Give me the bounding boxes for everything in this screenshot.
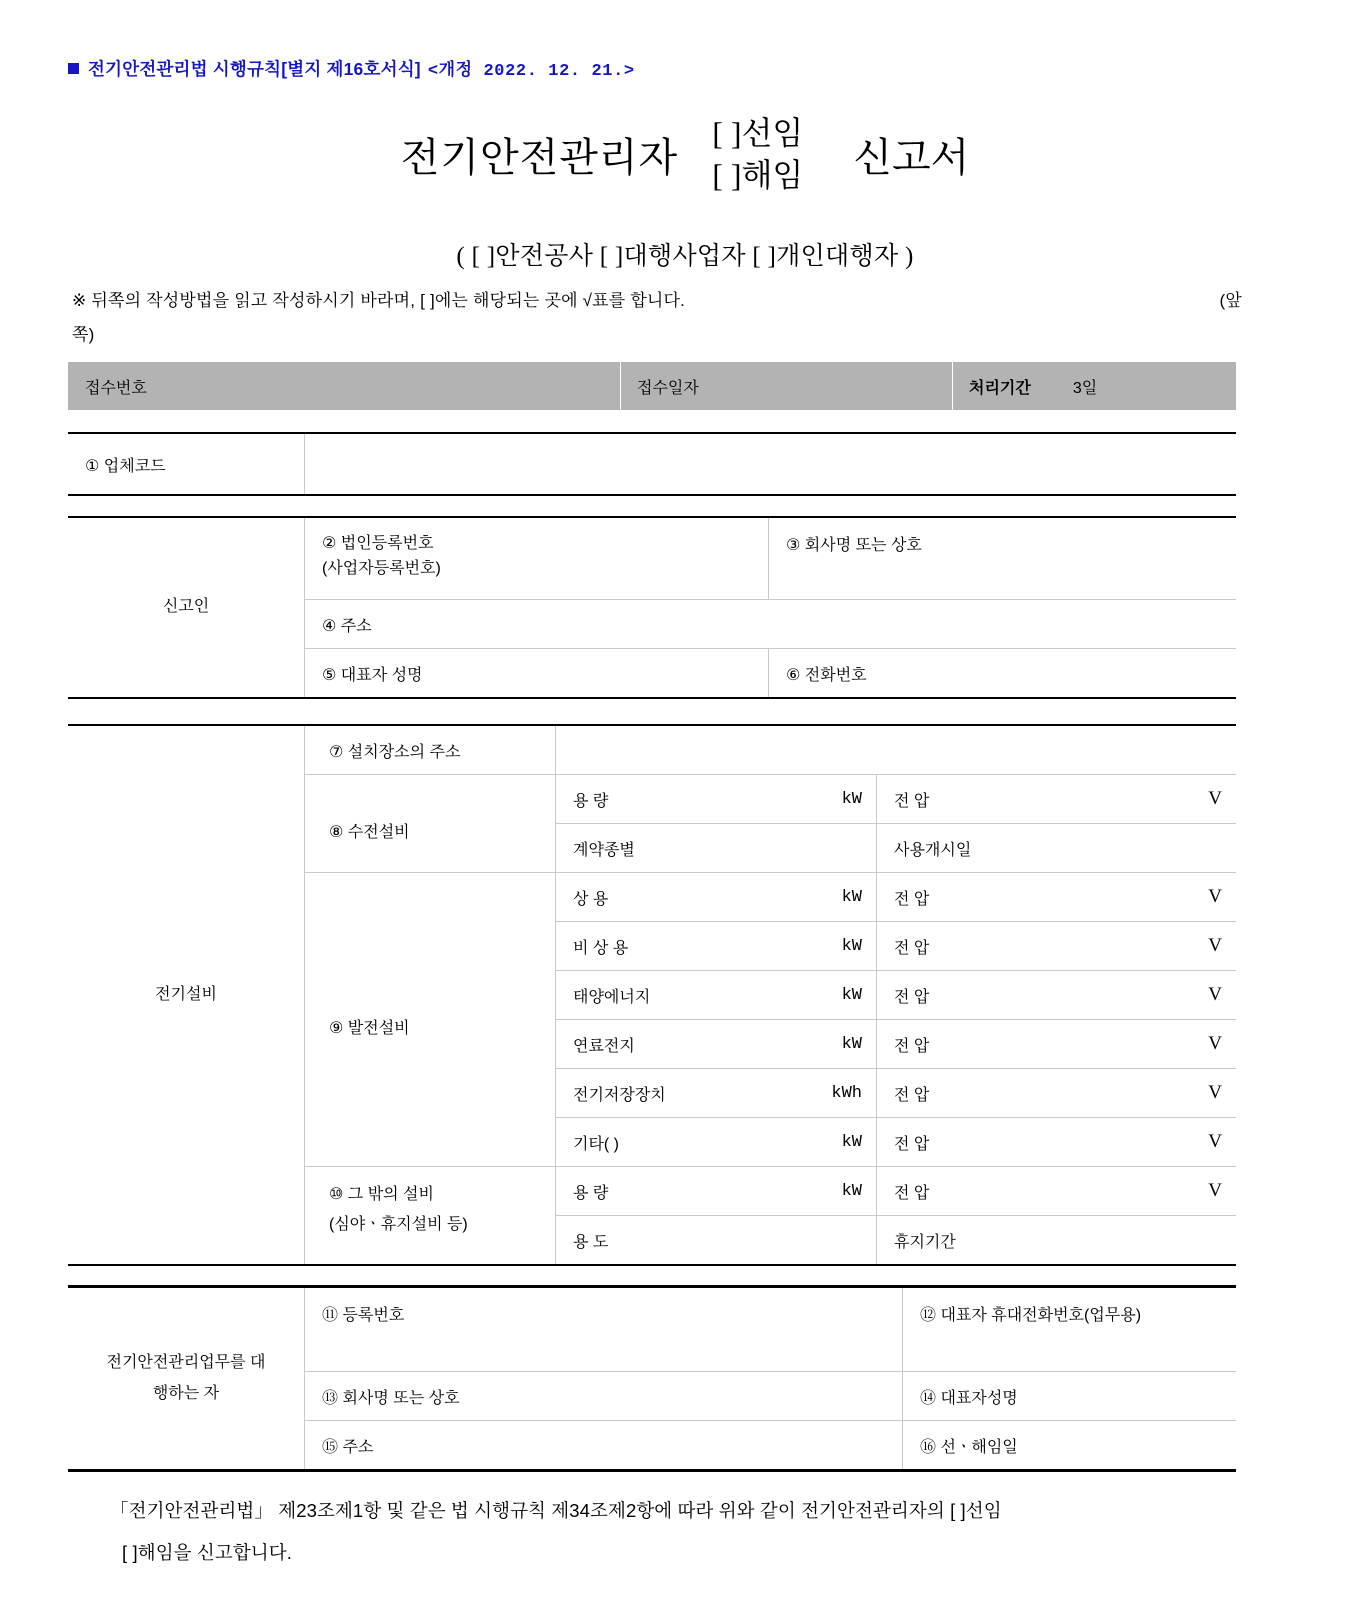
reporter-phone-label: ⑥ 전화번호 <box>786 666 867 684</box>
delegate-date-cell[interactable] <box>903 1421 1236 1469</box>
gen-ess-voltage-unit: V <box>1208 1082 1222 1103</box>
title-tail-text: 신고서 <box>853 134 970 180</box>
company-code-section <box>68 432 1236 496</box>
gen-other-unit: kW <box>841 1132 862 1152</box>
gen-emergency-voltage-cell[interactable] <box>877 922 1236 970</box>
receiving-capacity-row <box>556 775 1236 824</box>
other-voltage-cell[interactable] <box>877 1167 1236 1215</box>
gen-commercial-unit: kW <box>841 887 862 907</box>
receiving-capacity-cell[interactable] <box>556 775 877 823</box>
title-main-text: 전기안전관리자 <box>400 134 679 180</box>
gen-other-voltage-cell[interactable] <box>877 1118 1236 1166</box>
other-label-cell <box>305 1167 556 1264</box>
gen-commercial-voltage-cell[interactable] <box>877 873 1236 921</box>
corp-no-cell[interactable] <box>305 518 769 599</box>
generation-subrows <box>556 873 1236 1166</box>
gen-fuelcell-voltage-unit: V <box>1208 1033 1222 1054</box>
reporter-row-address <box>305 600 1236 649</box>
contract-type-label: 계약종별 <box>573 841 635 859</box>
reporter-phone-cell[interactable] <box>769 649 1236 697</box>
gen-commercial-voltage-unit: V <box>1208 886 1222 907</box>
title-checkbox-appoint[interactable]: [ ]선임 <box>712 115 804 151</box>
delegate-mobile-label: ⑫ 대표자 휴대전화번호(업무용) <box>920 1307 1142 1324</box>
form-subtitle: ( [ ]안전공사 [ ]대행사업자 [ ]개인대행자 ) <box>456 243 914 270</box>
delegate-address-cell[interactable] <box>305 1421 903 1469</box>
gen-emergency-label: 비 상 용 <box>573 939 629 957</box>
gen-other-voltage-label: 전 압 <box>894 1135 930 1153</box>
gen-fuelcell-cell[interactable] <box>556 1020 877 1068</box>
delegate-section <box>68 1285 1236 1472</box>
delegate-mobile-cell[interactable] <box>903 1288 1236 1371</box>
facility-group-label-cell <box>68 726 305 1264</box>
gen-commercial-cell[interactable] <box>556 873 877 921</box>
receiving-capacity-unit: kW <box>841 789 862 809</box>
reporter-row-corp <box>305 518 1236 600</box>
other-usage-label: 용 도 <box>573 1233 609 1251</box>
gen-solar-voltage-unit: V <box>1208 984 1222 1005</box>
other-usage-row <box>556 1216 1236 1264</box>
reporter-address-cell[interactable] <box>305 600 1236 648</box>
delegate-row-reg <box>305 1288 1236 1372</box>
gen-ess-voltage-cell[interactable] <box>877 1069 1236 1117</box>
gen-fuelcell-label: 연료전지 <box>573 1037 635 1055</box>
delegate-reg-no-cell[interactable] <box>305 1288 903 1371</box>
gen-fuelcell-voltage-cell[interactable] <box>877 1020 1236 1068</box>
receiving-label-cell <box>305 775 556 872</box>
processing-period-label: 처리기간 <box>969 379 1031 397</box>
site-address-label-cell <box>305 726 556 774</box>
reporter-group-label-cell <box>68 518 305 697</box>
other-subrows <box>556 1167 1236 1264</box>
processing-period-cell <box>952 362 1236 410</box>
receiving-subrows <box>556 775 1236 872</box>
law-form-reference: 전기안전관리법 시행규칙[별지 제16호서식] <box>88 59 421 79</box>
gen-other-voltage-unit: V <box>1208 1131 1222 1152</box>
gen-emergency-cell[interactable] <box>556 922 877 970</box>
gen-emergency-voltage-unit: V <box>1208 935 1222 956</box>
other-capacity-row <box>556 1167 1236 1216</box>
reporter-row-rep <box>305 649 1236 697</box>
instruction-text: ※ 뒤쪽의 작성방법을 읽고 작성하시기 바라며, [ ]에는 해당되는 곳에 √표를 합니다. <box>72 291 686 310</box>
declaration-text <box>110 1490 1240 1573</box>
receiving-capacity-label: 용 량 <box>573 792 609 810</box>
instruction-note <box>72 284 1242 352</box>
facility-section <box>68 724 1236 1266</box>
square-bullet-icon <box>68 63 79 74</box>
receipt-number-cell[interactable] <box>68 362 620 410</box>
gen-solar-unit: kW <box>841 985 862 1005</box>
title-checkbox-dismiss[interactable]: [ ]해임 <box>712 157 804 194</box>
generation-label-cell <box>305 873 556 1166</box>
gen-commercial-label: 상 용 <box>573 890 609 908</box>
corp-no-label: ② 법인등록번호 <box>322 535 434 552</box>
page-side-marker-bottom: 쪽) <box>72 325 95 344</box>
company-code-label: ① 업체코드 <box>85 457 166 475</box>
gen-ess-unit: kWh <box>831 1083 862 1103</box>
receiving-contract-row <box>556 824 1236 872</box>
other-label-line1: ⑩ 그 밖의 설비 <box>329 1186 434 1203</box>
company-code-label-cell <box>68 434 305 494</box>
other-suspension-label: 휴지기간 <box>894 1233 956 1251</box>
declaration-line-2: [ ]해임을 신고합니다. <box>122 1541 292 1563</box>
receiving-voltage-label: 전 압 <box>894 792 930 810</box>
other-equipment-row <box>305 1167 1236 1264</box>
delegate-reg-no-label: ⑪ 등록번호 <box>322 1307 405 1324</box>
receiving-equipment-row <box>305 775 1236 873</box>
delegate-company-label: ⑬ 회사명 또는 상호 <box>322 1389 460 1407</box>
receipt-number-label: 접수번호 <box>85 379 147 397</box>
revision-date: <개정 2022. 12. 21.> <box>427 62 635 81</box>
corp-no-sublabel: (사업자등록번호) <box>322 559 441 577</box>
generation-row <box>556 971 1236 1020</box>
facility-group-label: 전기설비 <box>155 985 217 1003</box>
receiving-voltage-unit: V <box>1208 788 1222 809</box>
gen-emergency-unit: kW <box>841 936 862 956</box>
page-side-marker-top: (앞 <box>1219 291 1242 310</box>
generation-row <box>556 1118 1236 1166</box>
declaration-line-1: 「전기안전관리법」 제23조제1항 및 같은 법 시행규칙 제34조제2항에 따라 위와 같이 전기안전관리자의 [ ]선임 <box>110 1500 1002 1521</box>
processing-period-value: 3일 <box>1072 379 1098 397</box>
gen-ess-voltage-label: 전 압 <box>894 1086 930 1104</box>
contract-type-cell[interactable] <box>556 824 877 872</box>
site-address-value-cell[interactable] <box>556 726 1236 774</box>
generation-label: ⑨ 발전설비 <box>329 1019 410 1037</box>
generation-row <box>556 873 1236 922</box>
delegate-date-label: ⑯ 선ㆍ해임일 <box>920 1438 1018 1456</box>
delegate-rep-name-cell[interactable] <box>903 1372 1236 1420</box>
other-voltage-unit: V <box>1208 1180 1222 1201</box>
reporter-address-label: ④ 주소 <box>322 617 372 635</box>
delegate-group-label-line2: 행하는 자 <box>152 1384 220 1402</box>
receipt-header-bar <box>68 362 1236 410</box>
start-date-cell[interactable] <box>877 824 1236 872</box>
gen-fuelcell-voltage-label: 전 압 <box>894 1037 930 1055</box>
gen-solar-voltage-cell[interactable] <box>877 971 1236 1019</box>
delegate-company-cell[interactable] <box>305 1372 903 1420</box>
gen-solar-label: 태양에너지 <box>573 988 651 1006</box>
other-usage-cell[interactable] <box>556 1216 877 1264</box>
generation-equipment-row <box>305 873 1236 1167</box>
gen-ess-cell[interactable] <box>556 1069 877 1117</box>
other-capacity-unit: kW <box>841 1181 862 1201</box>
gen-other-cell[interactable] <box>556 1118 877 1166</box>
other-voltage-label: 전 압 <box>894 1184 930 1202</box>
gen-commercial-voltage-label: 전 압 <box>894 890 930 908</box>
generation-row <box>556 1069 1236 1118</box>
site-address-row <box>305 726 1236 775</box>
gen-fuelcell-unit: kW <box>841 1034 862 1054</box>
other-suspension-cell[interactable] <box>877 1216 1236 1264</box>
gen-solar-voltage-label: 전 압 <box>894 988 930 1006</box>
delegate-row-company <box>305 1372 1236 1421</box>
reporter-group-label: 신고인 <box>162 598 210 616</box>
generation-row <box>556 1020 1236 1069</box>
reporter-section <box>68 516 1236 699</box>
company-code-value-cell[interactable] <box>305 434 1236 494</box>
gen-solar-cell[interactable] <box>556 971 877 1019</box>
site-address-label: ⑦ 설치장소의 주소 <box>329 743 461 761</box>
receiving-voltage-cell[interactable] <box>877 775 1236 823</box>
delegate-rep-name-label: ⑭ 대표자성명 <box>920 1389 1018 1407</box>
document-legal-header <box>68 55 635 81</box>
receipt-date-cell[interactable] <box>620 362 952 410</box>
rep-name-cell[interactable] <box>305 649 769 697</box>
generation-row <box>556 922 1236 971</box>
rep-name-label: ⑤ 대표자 성명 <box>322 666 423 684</box>
receipt-date-label: 접수일자 <box>637 379 699 397</box>
other-capacity-cell[interactable] <box>556 1167 877 1215</box>
company-name-cell[interactable] <box>769 518 1236 599</box>
delegate-row-address <box>305 1421 1236 1469</box>
delegate-group-label-cell <box>68 1288 305 1469</box>
form-title <box>0 112 1370 196</box>
delegate-group-label-line1: 전기안전관리업무를 대 <box>106 1354 266 1372</box>
company-name-label: ③ 회사명 또는 상호 <box>786 537 922 554</box>
other-capacity-label: 용 량 <box>573 1184 609 1202</box>
start-date-label: 사용개시일 <box>894 841 972 859</box>
gen-emergency-voltage-label: 전 압 <box>894 939 930 957</box>
delegate-address-label: ⑮ 주소 <box>322 1438 374 1456</box>
title-checkbox-group <box>712 112 803 196</box>
gen-other-label: 기타( ) <box>573 1135 620 1153</box>
company-code-row <box>68 434 1236 494</box>
other-label-line2: (심야ㆍ휴지설비 등) <box>329 1215 468 1233</box>
gen-ess-label: 전기저장장치 <box>573 1086 666 1104</box>
receiving-label: ⑧ 수전설비 <box>329 823 410 841</box>
